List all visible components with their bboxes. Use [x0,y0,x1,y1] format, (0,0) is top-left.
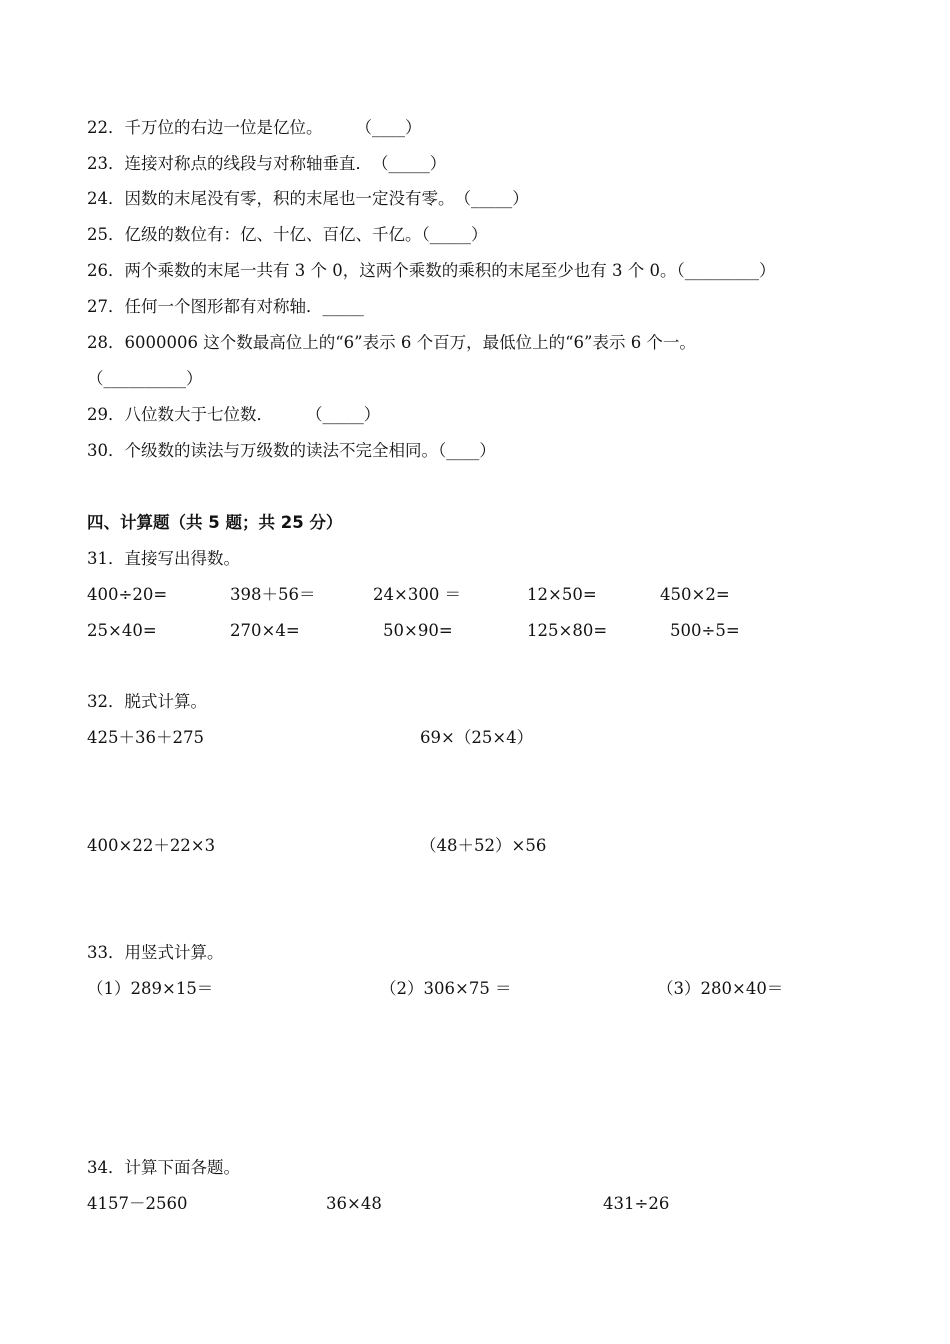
step-calc-item: 400×22＋22×3 [87,836,216,855]
question-25: 25．亿级的数位有：亿、十亿、百亿、千亿。（_____） [87,225,488,244]
question-27: 27．任何一个图形都有对称轴．_____ [87,297,364,316]
question-28-answer-blank: （__________） [87,369,203,388]
vertical-calc-item: （2）306×75 ＝ [380,979,512,998]
question-26: 26．两个乘数的末尾一共有 3 个 0，这两个乘数的乘积的末尾至少也有 3 个 0。（_________） [87,261,776,280]
section-heading: 四、计算题（共 5 题；共 25 分） [87,513,343,532]
oral-calc-item: 125×80= [527,621,608,640]
step-calc-item: 425＋36＋275 [87,728,204,747]
calc-item: 431÷26 [603,1194,670,1213]
oral-calc-item: 25×40= [87,621,157,640]
oral-calc-item: 24×300 ＝ [373,585,462,604]
question-28: 28．6000006 这个数最高位上的“6”表示 6 个百万，最低位上的“6”表示 6 个一。 [87,333,696,352]
oral-calc-item: 398＋56＝ [230,585,316,604]
calc-item: 4157－2560 [87,1194,188,1213]
question-32-title: 32．脱式计算。 [87,692,207,711]
question-22: 22．千万位的右边一位是亿位。 （____） [87,118,422,137]
oral-calc-item: 400÷20= [87,585,168,604]
question-24: 24．因数的末尾没有零，积的末尾也一定没有零。 （_____） [87,189,529,208]
step-calc-item: （48＋52）×56 [420,836,547,855]
question-31-title: 31．直接写出得数。 [87,549,240,568]
oral-calc-item: 50×90= [383,621,453,640]
oral-calc-item: 450×2= [660,585,730,604]
vertical-calc-item: （1）289×15＝ [87,979,214,998]
vertical-calc-item: （3）280×40＝ [657,979,784,998]
step-calc-item: 69×（25×4） [420,728,534,747]
calc-item: 36×48 [326,1194,382,1213]
oral-calc-item: 500÷5= [670,621,740,640]
question-23: 23．连接对称点的线段与对称轴垂直． （_____） [87,154,447,173]
question-30: 30．个级数的读法与万级数的读法不完全相同。（____） [87,441,496,460]
oral-calc-item: 270×4= [230,621,300,640]
question-29: 29．八位数大于七位数． （_____） [87,405,381,424]
question-34-title: 34．计算下面各题。 [87,1158,240,1177]
oral-calc-item: 12×50= [527,585,597,604]
question-33-title: 33．用竖式计算。 [87,943,224,962]
